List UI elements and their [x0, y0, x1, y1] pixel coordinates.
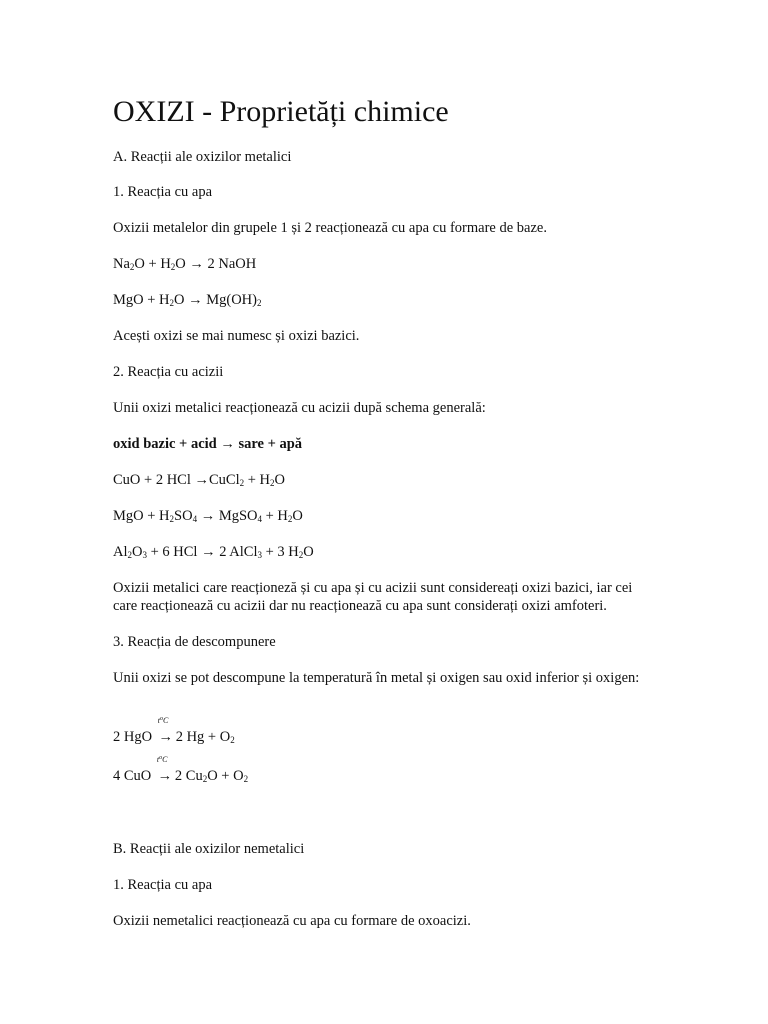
heat-arrow: $t^oC$ →: [157, 716, 173, 745]
equation-al2o3-hcl: $Al_2O_3 + 6$ HCl → 2 AlCl$_3$ + 3 $H_2O$: [113, 544, 314, 560]
section-a-heading: A. Reacții ale oxizilor metalici: [113, 149, 292, 165]
equation-mgo-h2so4: MgO + $H_2SO_4$ → MgSO$_4$ + $H_2O$: [113, 508, 303, 524]
general-scheme: oxid bazic + acid → sare + apă: [113, 436, 303, 452]
equation-cuo-hcl: CuO + 2 HCl →CuCl$_2$ + $H_2O$: [113, 472, 286, 488]
paragraph-amphoteric-note: Oxizii metalici care reacționeză și cu apa și cu acizii sunt considereați oxizi bazici, iar cei care reacționează cu acizii dar nu reacționează cu apa sunt considerați oxizi amfoteri.: [113, 580, 633, 614]
subheading-reaction-water: 1. Reacția cu apa: [113, 184, 213, 200]
equation-mgo-water: MgO + $H_2O \to Mg(OH)_2$: [113, 292, 262, 308]
equation-hgo-decomposition: 2 HgO $t^oC$ → 2 $Hg + O_2$: [113, 716, 235, 745]
heat-arrow: $t^oC$ →: [156, 755, 173, 784]
paragraph-general-scheme-intro: Unii oxizi metalici reacționează cu acizii după schema generală:: [113, 400, 486, 416]
subheading-decomposition: 3. Reacția de descompunere: [113, 634, 276, 650]
subheading-nonmetal-water: 1. Reacția cu apa: [113, 877, 213, 893]
temperature-label: $t^oC$: [157, 716, 169, 725]
paragraph-nonmetal-oxides-water: Oxizii nemetalici reacționează cu apa cu formare de oxoacizi.: [113, 913, 471, 929]
paragraph-metal-oxides-water: Oxizii metalelor din grupele 1 și 2 reacționează cu apa cu formare de baze.: [113, 220, 547, 236]
page-title: OXIZI - Proprietăți chimice: [113, 95, 449, 128]
equation-cuo-decomposition: 4 CuO $t^oC$ → 2 $Cu_2O + O_2$: [113, 755, 249, 784]
temperature-label: $t^oC$: [156, 755, 168, 764]
subheading-reaction-acids: 2. Reacția cu acizii: [113, 364, 224, 380]
equation-na2o: $Na_2O + H_2O \to 2$ NaOH: [113, 256, 257, 272]
paragraph-decomposition-intro: Unii oxizi se pot descompune la temperatură în metal și oxigen sau oxid inferior și oxigen:: [113, 670, 640, 686]
paragraph-basic-oxides-note: Acești oxizi se mai numesc și oxizi bazici.: [113, 328, 360, 344]
section-b-heading: B. Reacții ale oxizilor nemetalici: [113, 841, 305, 857]
